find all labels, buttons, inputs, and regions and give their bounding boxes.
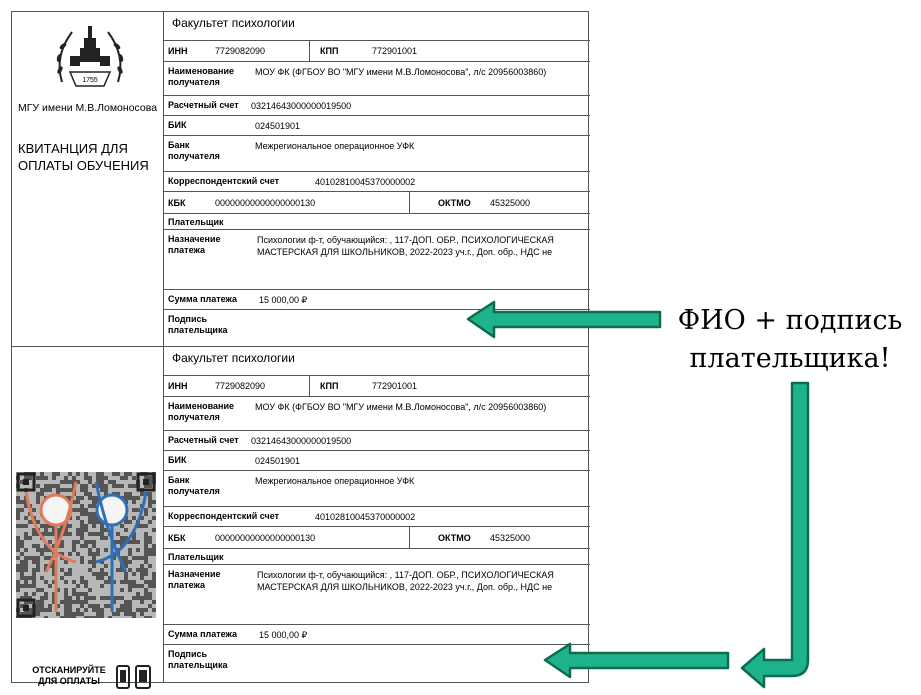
bik-row — [163, 116, 590, 136]
recipient-row — [163, 397, 590, 431]
sum-value: 15 000,00 ₽ — [259, 295, 308, 305]
sum-label: Сумма платежа — [168, 294, 238, 304]
kbk-oktmo-row — [163, 527, 590, 549]
sum-label: Сумма платежа — [168, 629, 238, 639]
corr-value: 40102810045370000002 — [315, 512, 416, 522]
oktmo-label: ОКТМО — [438, 198, 471, 208]
msu-crest-logo — [52, 20, 128, 96]
receipt-left-column — [12, 12, 163, 347]
payment-fields — [163, 375, 590, 677]
qr-code-icon — [16, 472, 156, 618]
bank-row — [163, 471, 590, 507]
bik-label: БИК — [168, 455, 187, 465]
kbk-value: 00000000000000000130 — [215, 198, 316, 208]
signature-label: Подпись плательщика — [168, 649, 228, 670]
sum-row — [163, 625, 590, 645]
receipt-top-half — [12, 12, 588, 347]
purpose-row — [163, 565, 590, 625]
oktmo-value: 45325000 — [490, 198, 531, 208]
account-label: Расчетный счет — [168, 100, 239, 110]
corr-row — [163, 507, 590, 527]
scan-to-pay-label: ОТСКАНИРУЙТЕ ДЛЯ ОПЛАТЫ — [32, 665, 106, 686]
account-row — [163, 431, 590, 451]
recipient-label: Наименование получателя — [168, 66, 235, 87]
inn-label: ИНН — [168, 46, 188, 56]
corr-value: 40102810045370000002 — [315, 177, 416, 187]
inn-value: 7729082090 — [215, 381, 266, 391]
kpp-label: КПП — [320, 46, 339, 56]
corr-label: Корреспондентский счет — [168, 511, 280, 521]
payer-row — [163, 214, 590, 230]
corr-label: Корреспондентский счет — [168, 176, 280, 186]
recipient-value: МОУ ФК (ФГБОУ ВО "МГУ имени М.В.Ломоносова", л/с 20956003860) — [255, 67, 547, 77]
inn-kpp-row — [163, 40, 590, 62]
kpp-value: 772901001 — [372, 46, 418, 56]
purpose-label: Назначение платежа — [168, 234, 221, 255]
bik-label: БИК — [168, 120, 187, 130]
kbk-label: КБК — [168, 533, 186, 543]
sum-row — [163, 290, 590, 310]
kbk-oktmo-row — [163, 192, 590, 214]
sum-value: 15 000,00 ₽ — [259, 630, 308, 640]
corr-row — [163, 172, 590, 192]
payer-label: Плательщик — [168, 217, 224, 227]
kpp-value: 772901001 — [372, 381, 418, 391]
oktmo-label: ОКТМО — [438, 533, 471, 543]
receipt-title: КВИТАНЦИЯ ДЛЯ ОПЛАТЫ ОБУЧЕНИЯ — [18, 141, 149, 173]
signature-row — [163, 310, 590, 342]
payment-receipt — [11, 11, 589, 686]
account-row — [163, 96, 590, 116]
bik-value: 024501901 — [255, 121, 301, 131]
account-value: 03214643000000019500 — [251, 101, 352, 111]
account-label: Расчетный счет — [168, 435, 239, 445]
purpose-row — [163, 230, 590, 290]
arrow-to-bottom-signature — [742, 383, 808, 687]
faculty-name: Факультет психологии — [172, 351, 295, 365]
inn-label: ИНН — [168, 381, 188, 391]
purpose-value: Психологии ф-т, обучающийся: , 117-ДОП. ОБР., ПСИХОЛОГИЧЕСКАЯ МАСТЕРСКАЯ ДЛЯ ШКОЛЬНИКОВ, 2022-2023 уч.г., Доп. обр., НДС не — [257, 235, 554, 257]
kbk-value: 00000000000000000130 — [215, 533, 316, 543]
bank-value: Межрегиональное операционное УФК — [255, 141, 415, 151]
receipt-bottom-half — [12, 347, 588, 686]
bank-row — [163, 136, 590, 172]
faculty-name: Факультет психологии — [172, 16, 295, 30]
payment-fields — [163, 40, 590, 342]
university-name: МГУ имени М.В.Ломоносова — [18, 102, 158, 114]
recipient-row — [163, 62, 590, 96]
kbk-label: КБК — [168, 198, 186, 208]
oktmo-value: 45325000 — [490, 533, 531, 543]
bank-label: Банк получателя — [168, 140, 220, 161]
signature-row — [163, 645, 590, 677]
phone-icons — [116, 665, 152, 689]
bik-row — [163, 451, 590, 471]
payer-label: Плательщик — [168, 552, 224, 562]
bank-label: Банк получателя — [168, 475, 220, 496]
payer-row — [163, 549, 590, 565]
recipient-value: МОУ ФК (ФГБОУ ВО "МГУ имени М.В.Ломоносова", л/с 20956003860) — [255, 402, 547, 412]
account-value: 03214643000000019500 — [251, 436, 352, 446]
purpose-value: Психологии ф-т, обучающийся: , 117-ДОП. ОБР., ПСИХОЛОГИЧЕСКАЯ МАСТЕРСКАЯ ДЛЯ ШКОЛЬНИКОВ, 2022-2023 уч.г., Доп. обр., НДС не — [257, 570, 554, 592]
annotation-text: ФИО + подпись плательщика! — [677, 305, 903, 374]
bank-value: Межрегиональное операционное УФК — [255, 476, 415, 486]
purpose-label: Назначение платежа — [168, 569, 221, 590]
receipt-left-column — [12, 347, 163, 686]
inn-kpp-row — [163, 375, 590, 397]
inn-value: 7729082090 — [215, 46, 266, 56]
recipient-label: Наименование получателя — [168, 401, 235, 422]
kpp-label: КПП — [320, 381, 339, 391]
crest-year: 1755 — [82, 77, 98, 84]
signature-label: Подпись плательщика — [168, 314, 228, 335]
bik-value: 024501901 — [255, 456, 301, 466]
